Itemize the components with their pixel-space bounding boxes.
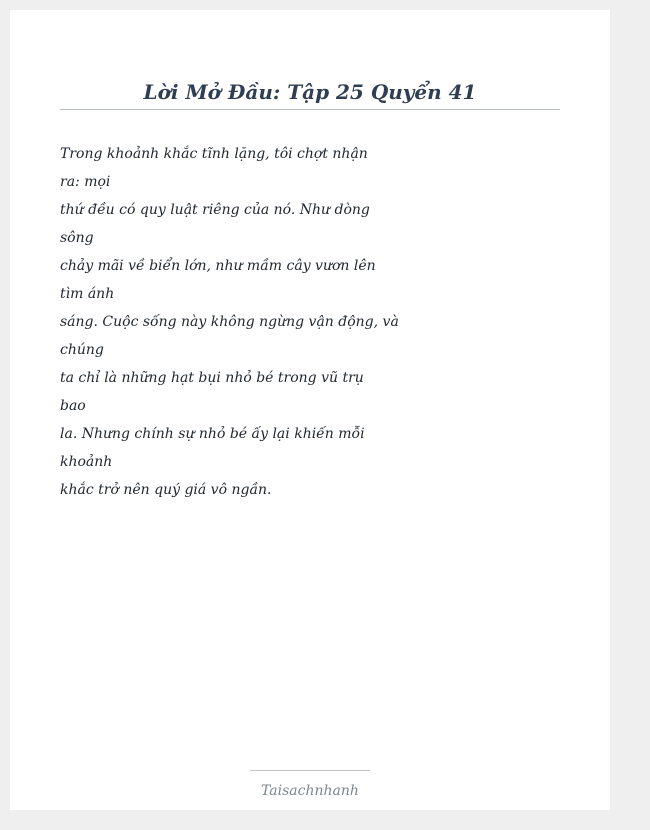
footer-divider (250, 770, 370, 771)
text-line: ta chỉ là những hạt bụi nhỏ bé trong vũ trụ (60, 370, 364, 386)
text-line: sáng. Cuộc sống này không ngừng vận động, và (60, 314, 399, 330)
text-line: sông (60, 230, 94, 246)
text-line: chúng (60, 342, 104, 358)
text-line: thứ đều có quy luật riêng của nó. Như dòng (60, 202, 370, 218)
text-line: bao (60, 398, 86, 414)
document-page (10, 10, 610, 810)
text-line: tìm ánh (60, 286, 115, 302)
title-divider (60, 109, 560, 110)
page-title: Lời Mở Đầu: Tập 25 Quyển 41 (143, 80, 477, 104)
text-line: khắc trở nên quý giá vô ngần. (60, 482, 272, 498)
text-line: chảy mãi về biển lớn, như mầm cây vươn lên (60, 258, 376, 274)
text-line: khoảnh (60, 454, 113, 470)
text-line: ra: mọi (60, 174, 111, 190)
text-line: la. Nhưng chính sự nhỏ bé ấy lại khiến mỗi (60, 426, 365, 442)
text-line: Trong khoảnh khắc tĩnh lặng, tôi chợt nhận (60, 146, 368, 162)
body-text (60, 140, 400, 504)
footer-brand: Taisachnhanh (261, 783, 359, 799)
